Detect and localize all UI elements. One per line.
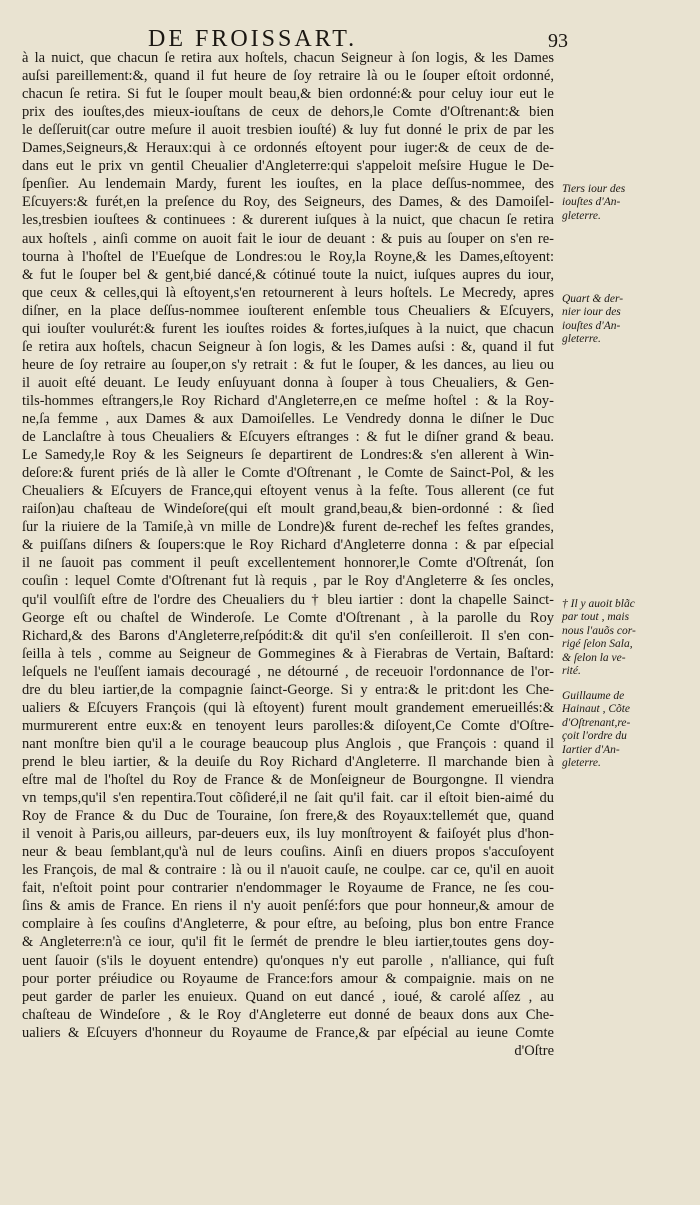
text-line: & puiſſans diſners & ſoupers:que le Roy Richard d'Angleterre donna : & par eſpecial — [22, 537, 554, 554]
text-line: murmurerent entre eux:& en tenoyent leurs parolles:& diſoyent,Ce Comte d'Oſtre- — [22, 717, 554, 734]
margin-note-line: nier iour des — [562, 306, 621, 319]
text-line: ſe retira aux hoſtels, chacun Seigneur à ſon logis, & les Dames auſsi : &, quand il fut — [22, 338, 554, 355]
show-through-text — [22, 664, 62, 694]
margin-note-line: & ſelon la ve- — [562, 651, 626, 664]
text-line: deſore:& furent priés de là aller le Comte d'Oſtrenant , le Comte de Sainct-Pol, & les — [22, 465, 554, 482]
text-line: & fut le ſouper bel & gent,bié dancé,& cótinué toute la nuict, iuſques aupres du iour, — [22, 266, 554, 283]
margin-note-line: d'Oſtrenant,re- — [562, 716, 631, 729]
text-line: dre du bleu iartier,de la compagnie ſainct-George. Si y entra:& le prit:dont les Che- — [22, 681, 554, 698]
text-line: fait, n'eſtoit point pour contrarier n'endommager le Royaume de France, ne ſes cou- — [22, 880, 554, 897]
text-line: ſeilla à tels , comme au Seigneur de Gommegines & à Fierabras de Vertain, Baſtard: — [22, 645, 554, 662]
margin-note-line: iouſtes d'An- — [562, 196, 621, 209]
margin-note-line: nous l'auõs cor- — [562, 624, 636, 637]
running-title: DE FROISSART. — [148, 26, 358, 52]
margin-note-tiers — [562, 183, 694, 223]
text-line: ſins & amis de France. En riens il n'y auoit penſé:fors que pour honneur,& amour de — [22, 898, 554, 915]
text-line: prix des iouſtes,des mieux-iouſtans de ceux de dehors,le Comte d'Oſtrenant:& bien — [22, 104, 554, 121]
text-line: ſpenſier. Au lendemain Mardy, furent les iouſtes, en la place deſſus-nommee, des — [22, 176, 554, 193]
text-line: diſner, en la place deſſus-nommee iouſterent enſemble tous Cheualiers & Eſcuyers, — [22, 302, 554, 319]
text-line: tils-hommes eſtrangers,le Roy Richard d'Angleterre,en ce meſme hoſtel : & la Roy- — [22, 392, 554, 409]
margin-note-line: Iartier d'An- — [562, 743, 620, 756]
margin-note-line: rité. — [562, 665, 581, 678]
text-line: chaſteau de Windeſore , & le Roy d'Angleterre eut donné de beaux dons aux Che- — [22, 1006, 554, 1023]
text-line: ualiers & Eſcuyers d'honneur du Royaume de France,& par eſpécial au ieune Comte — [22, 1024, 554, 1041]
margin-note-line: Quart & der- — [562, 293, 624, 305]
page-number: 93 — [548, 30, 568, 52]
text-line: eſtre mal de l'hoſtel du Roy de France & de Monſeigneur de Bourgongne. Il viendra — [22, 772, 554, 788]
text-line: George eſt ou chaſtel de Winderoſe. Le Comte d'Oſtrenant , à la parolle du Roy — [22, 609, 554, 626]
text-line: ſur la riuiere de la Tamiſe,à vn mille de Londre)& furent de-rechef les feſtes grandes, — [22, 519, 554, 536]
margin-note-line: iouſtes d'An- — [562, 319, 621, 332]
text-line: il auoit eſté deuant. Le Ieudy enſuyuant donna à ſouper à tous Cheualiers, & Gen- — [22, 374, 554, 391]
margin-note-line: Tiers iour des — [562, 183, 626, 195]
margin-note-bleu — [562, 598, 694, 678]
text-line: Eſcuyers:& furét,en la preſence du Roy, des Seigneurs, des Dames, & des Damoiſel- — [22, 194, 554, 211]
margin-note-line: Hainaut , Cõte — [562, 703, 631, 716]
margin-note-line: gleterre. — [562, 209, 601, 222]
text-line: que ceux & celles,qui là eſtoyent,s'en retournerent à leurs hoſtels. Le Mecredy, apres — [22, 284, 554, 301]
text-line: aux hoſtels , ainſi comme on auoit fait le iour de deuant : & puis au ſouper on s'en re- — [22, 230, 554, 247]
text-line: couſin : lequel Comte d'Oſtrenant fut là requis , par le Roy d'Angleterre & ſes oncles, — [22, 573, 554, 590]
text-line: ualiers & Eſcuyers François (qui là eſtoyent) furent moult grandement emerueillés:& — [22, 699, 554, 716]
text-line: le deſſeruit(car outre meſure il auoit tresbien iouſté) & luy fut donné le prix de par les — [22, 122, 554, 139]
margin-note-line: † Il y auoit blãc — [562, 598, 635, 610]
text-line: Cheualiers & Eſcuyers de France,qui eſtoyent venus à la feſte. Tous allerent (ce fut — [22, 483, 554, 500]
text-line: ne,ſa femme , aux Dames & aux Damoiſelles. Le Vendredy donna le diſner le Duc — [22, 411, 554, 427]
text-line: pour porter préiudice ou Royaume de France:fors amour & compaignie. mais on ne — [22, 970, 554, 987]
text-line: qu'il voulſiſt eſtre de l'ordre des Cheualiers du † bleu iartier : dont la chapelle Sainct- — [22, 591, 554, 608]
margin-note-line: rigé ſelon Sala, — [562, 638, 633, 651]
margin-note-hainaut — [562, 690, 694, 770]
text-line: neur & beau ſemblant,qu'à nul de leurs couſins. Ainſi en diuers propos s'accuſoyent — [22, 844, 554, 861]
text-line: chacun ſe retira. Si fut le ſouper moult beau,& bien ordonné:& pour celuy iour eut le — [22, 86, 554, 103]
margin-note-line: çoit l'ordre du — [562, 730, 627, 743]
text-line: uent ſauoir (s'ils le doyuent entendre) qu'onques n'y eut parolle , n'alliance, qui fuſt — [22, 952, 554, 969]
text-line: peut garder de parler les enuieux. Quand on eut dancé , ioué, & carolé aſſez , au — [22, 988, 554, 1005]
text-line: dans eut le prix vn gentil Cheualier d'Angleterre:qui s'appeloit meſsire Hugue le De- — [22, 158, 554, 175]
text-line: il venoit à Paris,ou ailleurs, par-deuers eux, ils luy monſtroyent & faiſoyét plus d'hon- — [22, 826, 554, 843]
text-line: de Lanclaſtre à tous Cheualiers & Eſcuyers eſtranges : & fut le diſner grand & beau. — [22, 429, 554, 446]
margin-note-line: Guillaume de — [562, 690, 625, 702]
margin-note-line: gleterre. — [562, 757, 601, 770]
text-line: les,tresbien iouſtees & continuees : & durerent iuſques à la nuict, que chacun ſe retira — [22, 212, 554, 229]
text-line: & Angleterre:n'à ce iour, qu'il fit le ſermét de prendre le bleu iartier,toutes gens doy- — [22, 934, 554, 951]
text-line: Le Samedy,le Roy & les Seigneurs ſe departirent de Londres:& s'en allerent à Win- — [22, 447, 554, 464]
text-line: Richard,& des Barons d'Angleterre,reſpódit:& dit qu'il s'en conſeilleroit. Il s'en con- — [22, 627, 554, 644]
text-line: nant monſtre bien qu'il a le courage beaucoup plus Anglois , que François : quand il — [22, 735, 554, 752]
text-line: tourna à l'hoſtel de l'Eueſque de Londres:ou le Roy,la Royne,& les Dames,eſtoyent: — [22, 248, 554, 265]
text-line: à la nuict, que chacun ſe retira aux hoſtels, chacun Seigneur à ſon logis, & les Dames — [22, 50, 554, 66]
text-line: d'Oſtre — [514, 1042, 554, 1059]
text-line: complaire à ſes couſins d'Angleterre, & pour eſtre, au beſoing, plus bon entre France — [22, 916, 554, 933]
text-line: raiſon)au chaſteau de Windeſore(qui eſt moult grand,beau,& bien-ordonné : & ſied — [22, 501, 554, 518]
margin-note-line: par tout , mais — [562, 611, 630, 624]
margin-note-quart — [562, 293, 694, 347]
text-line: auſsi pareillement:&, quand il fut heure de ſoy retraire là ou le ſouper eſtoit ordonné, — [22, 68, 554, 85]
text-line: heure de ſoy retraire au ſouper,on s'y retrait : & fut le ſouper, & les dances, au lieu ou — [22, 356, 554, 373]
text-line: il ne ſauoit pas comment il peuſt excellentement honnorer,le Comte d'Oſtrenát, ſon — [22, 555, 554, 572]
text-line: qui iouſter voulurét:& furent les iouſtes roides & fortes,iuſques à la nuict, que chacun — [22, 320, 554, 337]
text-line: vn temps,qu'il s'en repentira.Tout cõſideré,il ne ſait qu'il fait. car il eſtoit bien-aimé du — [22, 790, 554, 807]
text-line: prend le bleu iartier, & la deuiſe du Roy Richard d'Angleterre. Il marchande bien à — [22, 753, 554, 770]
margin-note-line: gleterre. — [562, 333, 601, 346]
text-line: Dames,Seigneurs,& Heraux:qui à ce ordonnés eſtoyent pour iuger:& de ceux de de- — [22, 140, 554, 157]
text-line: leſquels ne l'euſſent iamais decouragé , ne détourné , de receuoir l'ordonnance de l'or- — [22, 663, 554, 680]
text-line: Roy de France & du Duc de Touraine, ſon frere,& des Royaux:tellemét que, quand — [22, 808, 554, 825]
text-line: les François, de mal & contraire : là ou il n'auoit cauſe, ne coulpe. car ce, qu'il en auoit — [22, 862, 554, 879]
